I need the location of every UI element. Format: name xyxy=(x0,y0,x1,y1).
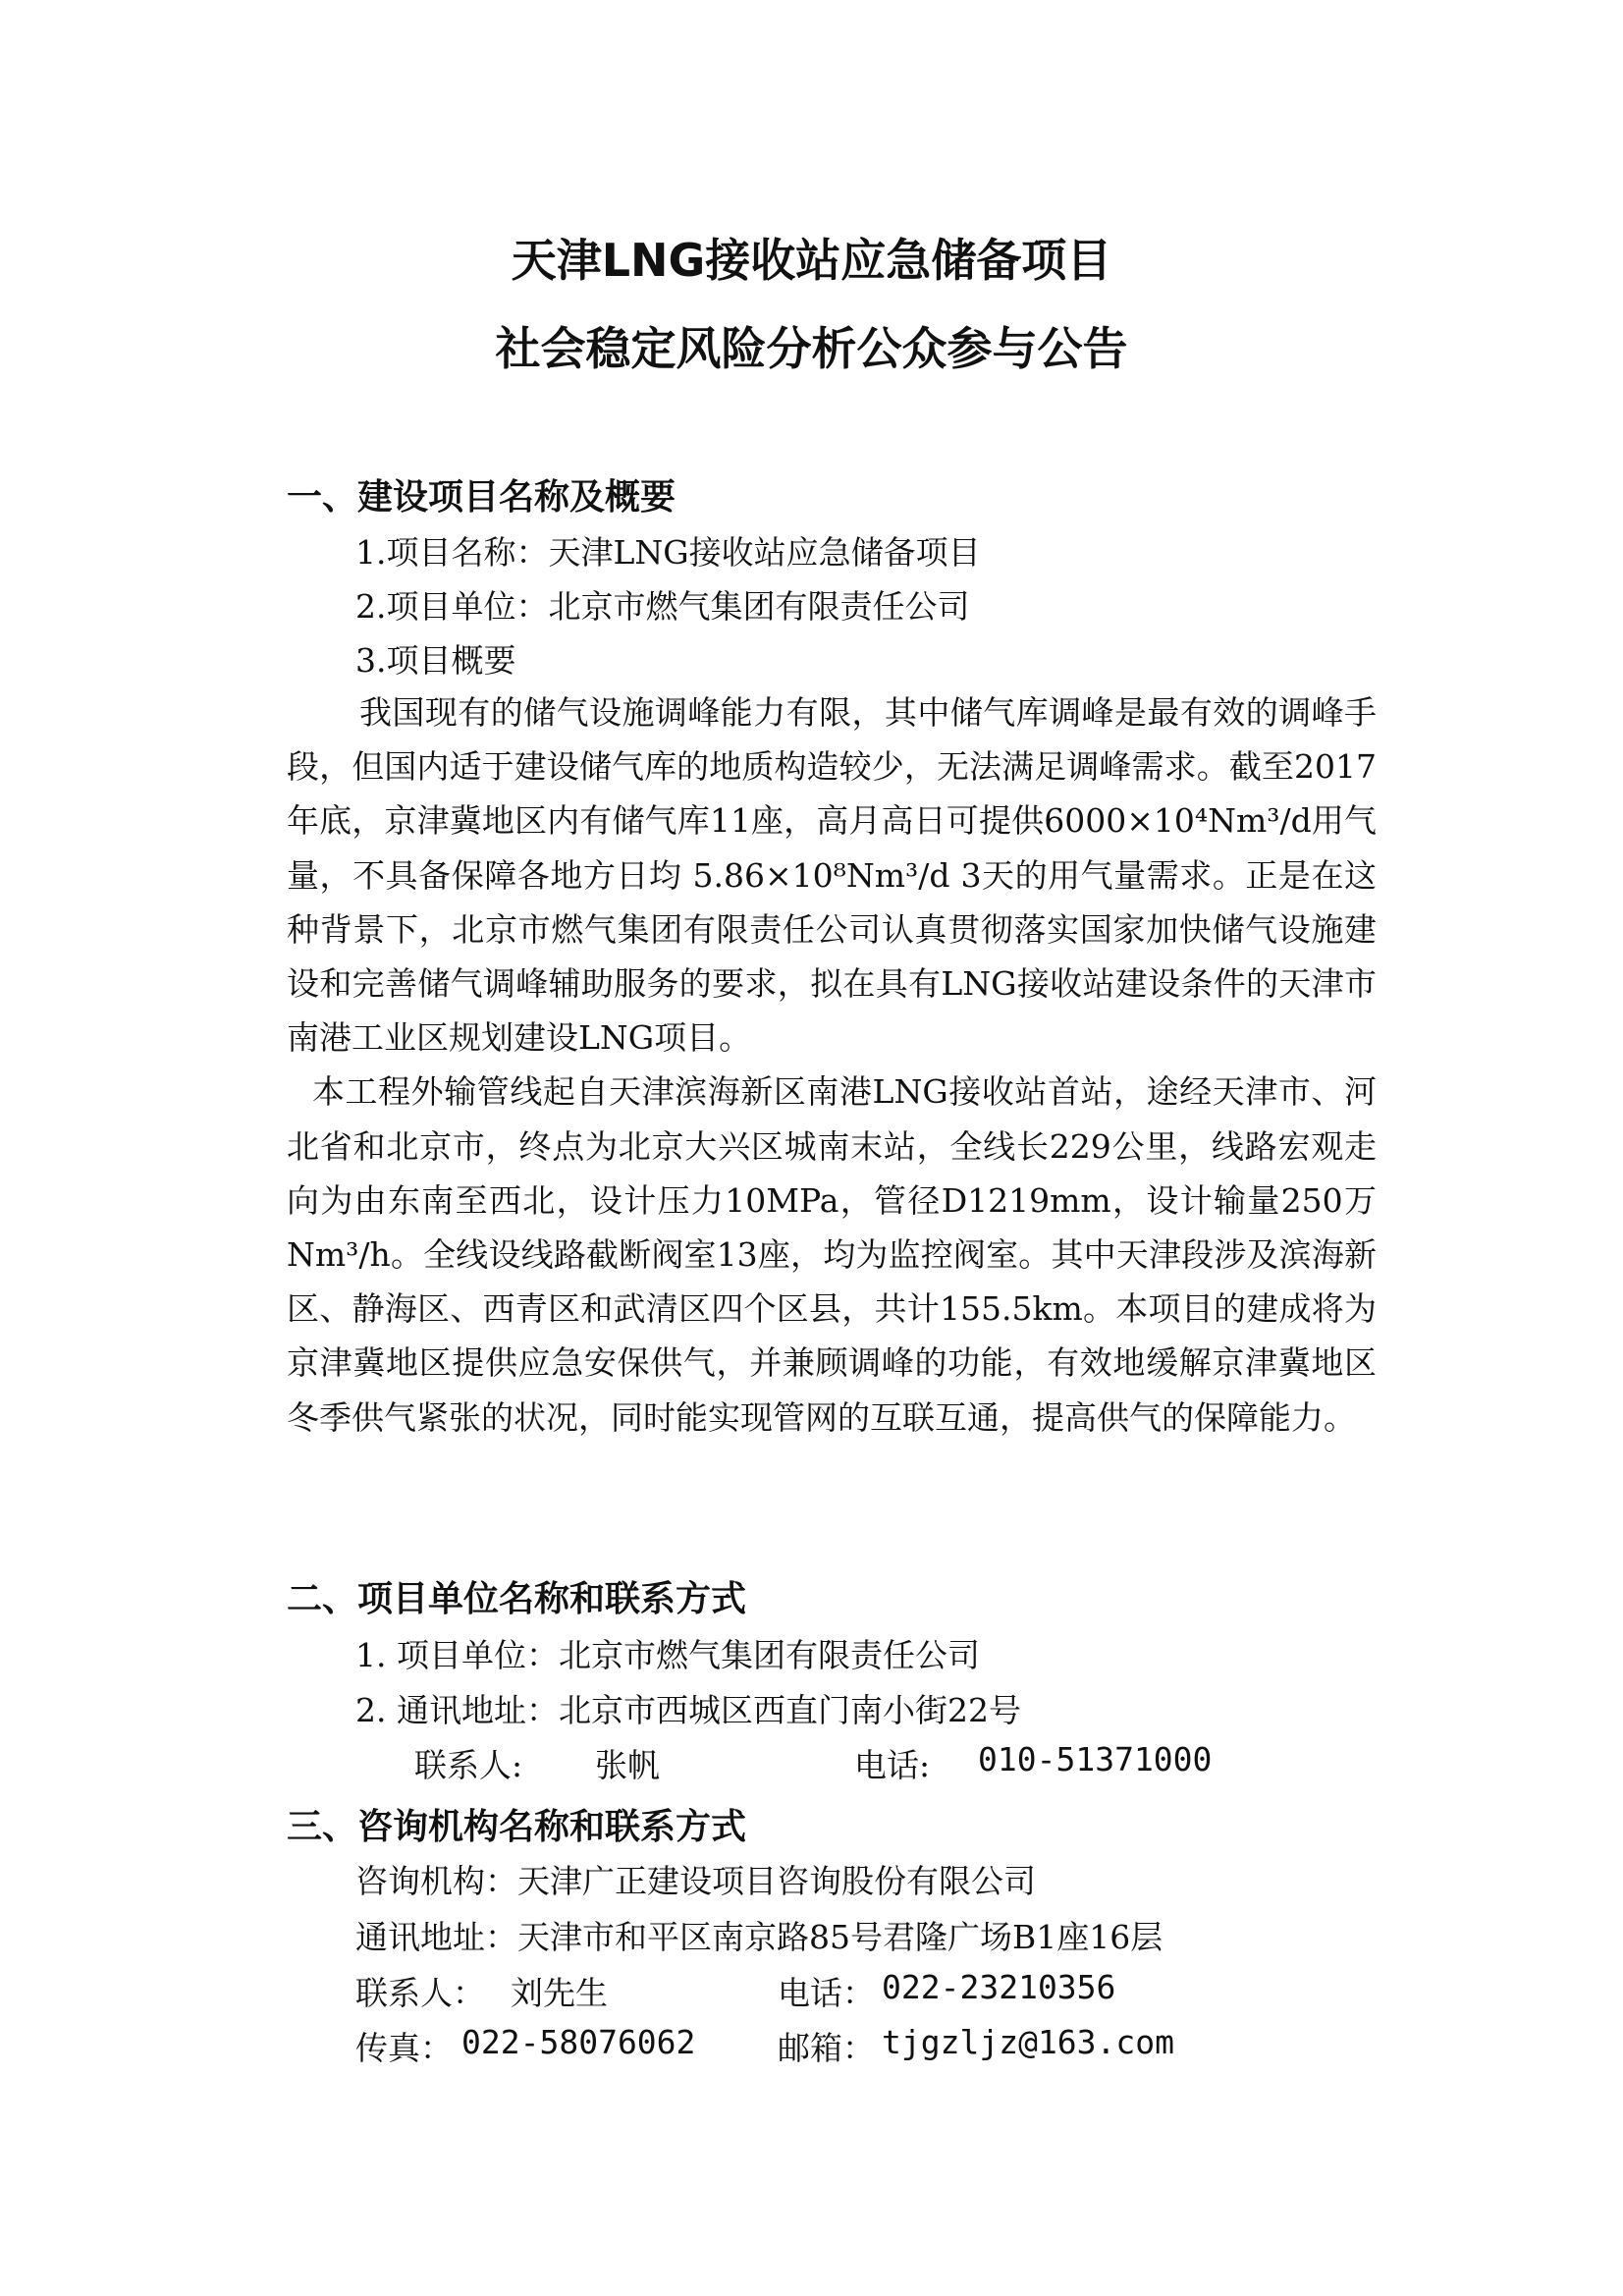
consulting-phone-label: 电话： xyxy=(778,1974,875,2012)
consulting-address: 通讯地址：天津市和平区南京路85号君隆广场B1座16层 xyxy=(355,1918,1163,1956)
section1-heading: 一、建设项目名称及概要 xyxy=(287,477,676,518)
consulting-phone: 022-23210356 xyxy=(882,1968,1116,2006)
contact-label: 联系人: xyxy=(414,1746,523,1784)
section3-heading: 三、咨询机构名称和联系方式 xyxy=(287,1807,747,1847)
document-title-line1: 天津LNG接收站应急储备项目 xyxy=(511,234,1112,287)
fax-number: 022-58076062 xyxy=(461,2023,696,2061)
phone-label: 电话: xyxy=(854,1746,931,1784)
project-overview-label: 3.项目概要 xyxy=(355,641,516,680)
project-name: 1.项目名称：天津LNG接收站应急储备项目 xyxy=(355,533,981,572)
overview-paragraph-2: 本工程外输管线起自天津滨海新区南港LNG接收站首站，途经天津市、河北省和北京市，终点为北京大兴区城南末站，全线长229公里，线路宏观走向为由东南至西北，设计压力10MPa，管径D1219mm，设计输量250万Nm³/h。全线设线路截断阀室13座，均为监控阀室。其中天津段涉及滨海新区、静海区、西青区和武清区四个区县，共计155.5km。本项目的建成将为京津冀地区提供应急安保供气，并兼顾调峰的功能，有效地缓解京津冀地区冬季供气紧张的状况，同时能实现管网的互联互通，提高供气的保障能力。 xyxy=(287,1072,1377,1437)
overview-paragraph-1: 我国现有的储气设施调峰能力有限，其中储气库调峰是最有效的调峰手段，但国内适于建设储气库的地质构造较少，无法满足调峰需求。截至2017年底，京津冀地区内有储气库11座，高月高日可提供6000×10⁴Nm³/d用气量，不具备保障各地方日均 5.86×10⁸Nm³/d 3天的用气量需求。正是在这种背景下，北京市燃气集团有限责任公司认真贯彻落实国家加快储气设施建设和完善储气调峰辅助服务的要求，拟在具有LNG接收站建设条件的天津市南港工业区规划建设LNG项目。 xyxy=(287,693,1377,1058)
document-title-line2: 社会稳定风险分析公众参与公告 xyxy=(495,322,1128,375)
email-label: 邮箱： xyxy=(778,2029,875,2067)
email-address: tjgzljz@163.com xyxy=(882,2023,1175,2061)
fax-label: 传真： xyxy=(355,2029,453,2067)
contact-name: 张帆 xyxy=(595,1746,660,1784)
consulting-org: 咨询机构：天津广正建设项目咨询股份有限公司 xyxy=(355,1862,1036,1900)
consulting-contact-name: 刘先生 xyxy=(511,1974,608,2012)
consulting-contact-label: 联系人： xyxy=(355,1974,485,2012)
section2-heading: 二、项目单位名称和联系方式 xyxy=(287,1579,747,1619)
project-unit: 2.项目单位：北京市燃气集团有限责任公司 xyxy=(355,587,970,626)
unit-line: 1. 项目单位：北京市燃气集团有限责任公司 xyxy=(355,1636,980,1674)
address-line: 2. 通讯地址：北京市西城区西直门南小街22号 xyxy=(355,1691,1021,1729)
project-overview-body xyxy=(287,685,1377,1445)
phone-number: 010-51371000 xyxy=(978,1740,1213,1778)
